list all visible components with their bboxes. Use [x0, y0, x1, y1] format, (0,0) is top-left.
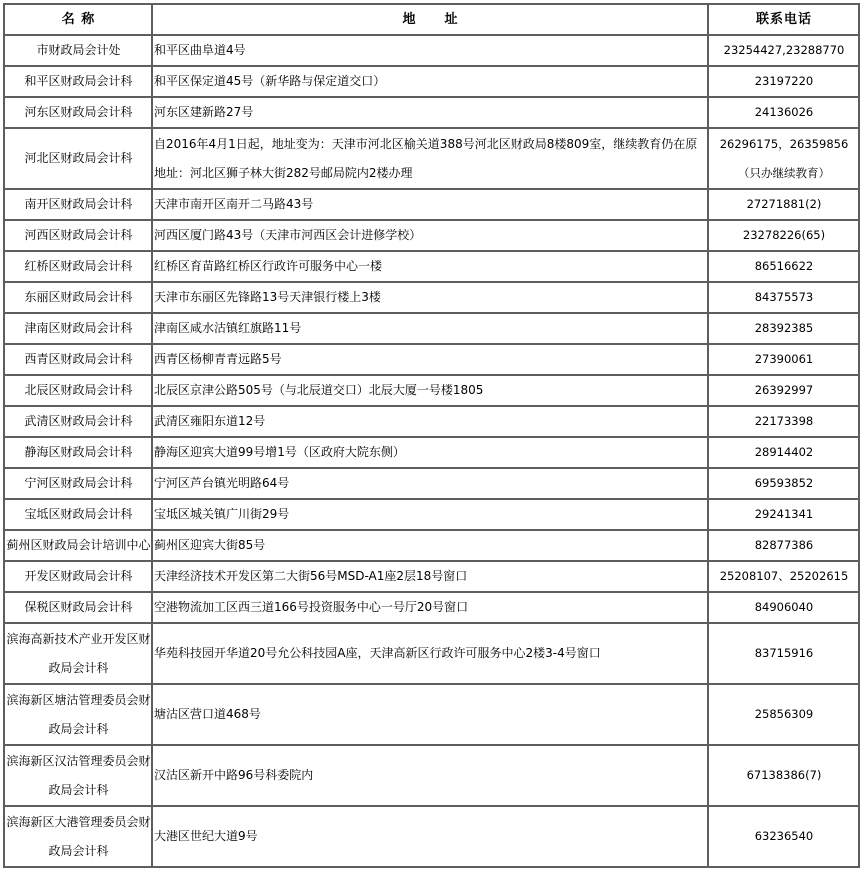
table-row: [4, 35, 859, 66]
office-name: 滨海新区汉沽管理委员会财政局会计科: [4, 745, 152, 806]
office-phone: 82877386: [708, 530, 859, 561]
table-row: [4, 375, 859, 406]
table-row: [4, 806, 859, 867]
office-phone: 28914402: [708, 437, 859, 468]
office-phone: 26296175，26359856（只办继续教育）: [708, 128, 859, 189]
table-row: [4, 499, 859, 530]
table-row: [4, 66, 859, 97]
office-phone: 63236540: [708, 806, 859, 867]
office-phone: 84375573: [708, 282, 859, 313]
office-name: 蓟州区财政局会计培训中心: [4, 530, 152, 561]
office-phone: 23278226(65): [708, 220, 859, 251]
table-row: [4, 128, 859, 189]
office-phone: 84906040: [708, 592, 859, 623]
office-address: 华苑科技园开华道20号允公科技园A座，天津高新区行政许可服务中心2楼3-4号窗口: [152, 623, 708, 684]
office-address: 蓟州区迎宾大街85号: [152, 530, 708, 561]
office-name: 南开区财政局会计科: [4, 189, 152, 220]
office-name: 滨海高新技术产业开发区财政局会计科: [4, 623, 152, 684]
table-row: [4, 530, 859, 561]
table-row: [4, 437, 859, 468]
office-phone: 29241341: [708, 499, 859, 530]
office-address: 大港区世纪大道9号: [152, 806, 708, 867]
finance-bureau-contact-table: [3, 3, 860, 868]
office-address: 红桥区育苗路红桥区行政许可服务中心一楼: [152, 251, 708, 282]
office-name: 东丽区财政局会计科: [4, 282, 152, 313]
table-row: [4, 220, 859, 251]
column-header-address: 地 址: [152, 4, 708, 35]
office-name: 宁河区财政局会计科: [4, 468, 152, 499]
office-address: 汉沽区新开中路96号科委院内: [152, 745, 708, 806]
office-address: 宝坻区城关镇广川街29号: [152, 499, 708, 530]
office-name: 红桥区财政局会计科: [4, 251, 152, 282]
office-address: 和平区保定道45号（新华路与保定道交口）: [152, 66, 708, 97]
table-header-row: [4, 4, 859, 35]
column-header-name: 名 称: [4, 4, 152, 35]
table-row: [4, 468, 859, 499]
table-row: [4, 623, 859, 684]
office-name: 河东区财政局会计科: [4, 97, 152, 128]
office-phone: 83715916: [708, 623, 859, 684]
office-phone: 27271881(2): [708, 189, 859, 220]
office-phone: 67138386(7): [708, 745, 859, 806]
office-address: 西青区杨柳青青远路5号: [152, 344, 708, 375]
table-row: [4, 313, 859, 344]
office-name: 河西区财政局会计科: [4, 220, 152, 251]
table-row: [4, 344, 859, 375]
table-row: [4, 406, 859, 437]
office-name: 津南区财政局会计科: [4, 313, 152, 344]
office-phone: 69593852: [708, 468, 859, 499]
office-phone: 25208107、25202615: [708, 561, 859, 592]
office-address: 河东区建新路27号: [152, 97, 708, 128]
column-header-phone: 联系电话: [708, 4, 859, 35]
office-address: 自2016年4月1日起，地址变为：天津市河北区榆关道388号河北区财政局8楼809室，继续教育仍在原地址：河北区狮子林大街282号邮局院内2楼办理: [152, 128, 708, 189]
table-row: [4, 592, 859, 623]
office-address: 和平区曲阜道4号: [152, 35, 708, 66]
office-phone: 22173398: [708, 406, 859, 437]
office-name: 滨海新区塘沽管理委员会财政局会计科: [4, 684, 152, 745]
office-address: 北辰区京津公路505号（与北辰道交口）北辰大厦一号楼1805: [152, 375, 708, 406]
table-row: [4, 745, 859, 806]
office-phone: 86516622: [708, 251, 859, 282]
office-name: 武清区财政局会计科: [4, 406, 152, 437]
office-phone: 26392997: [708, 375, 859, 406]
office-phone: 24136026: [708, 97, 859, 128]
office-name: 北辰区财政局会计科: [4, 375, 152, 406]
table-row: [4, 189, 859, 220]
office-phone: 25856309: [708, 684, 859, 745]
office-address: 津南区咸水沽镇红旗路11号: [152, 313, 708, 344]
office-phone: 27390061: [708, 344, 859, 375]
table-row: [4, 282, 859, 313]
office-name: 开发区财政局会计科: [4, 561, 152, 592]
office-phone: 23254427,23288770: [708, 35, 859, 66]
table-row: [4, 684, 859, 745]
office-address: 武清区雍阳东道12号: [152, 406, 708, 437]
office-address: 天津市东丽区先锋路13号天津银行楼上3楼: [152, 282, 708, 313]
office-address: 天津经济技术开发区第二大街56号MSD-A1座2层18号窗口: [152, 561, 708, 592]
office-address: 塘沽区营口道468号: [152, 684, 708, 745]
table-row: [4, 251, 859, 282]
office-name: 河北区财政局会计科: [4, 128, 152, 189]
office-phone: 23197220: [708, 66, 859, 97]
office-address: 静海区迎宾大道99号增1号（区政府大院东侧）: [152, 437, 708, 468]
office-name: 宝坻区财政局会计科: [4, 499, 152, 530]
office-name: 西青区财政局会计科: [4, 344, 152, 375]
office-name: 静海区财政局会计科: [4, 437, 152, 468]
office-address: 河西区厦门路43号（天津市河西区会计进修学校）: [152, 220, 708, 251]
office-address: 宁河区芦台镇光明路64号: [152, 468, 708, 499]
table-row: [4, 97, 859, 128]
office-name: 保税区财政局会计科: [4, 592, 152, 623]
office-name: 滨海新区大港管理委员会财政局会计科: [4, 806, 152, 867]
office-name: 市财政局会计处: [4, 35, 152, 66]
office-address: 空港物流加工区西三道166号投资服务中心一号厅20号窗口: [152, 592, 708, 623]
office-address: 天津市南开区南开二马路43号: [152, 189, 708, 220]
office-name: 和平区财政局会计科: [4, 66, 152, 97]
table-row: [4, 561, 859, 592]
office-phone: 28392385: [708, 313, 859, 344]
